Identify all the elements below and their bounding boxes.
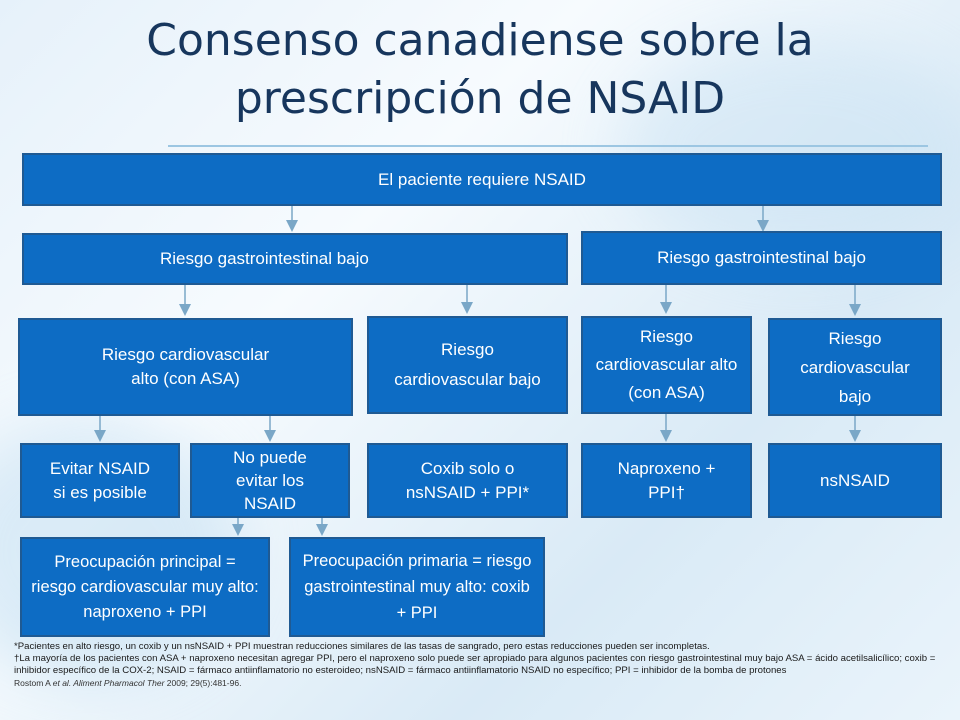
- node-coxib-line1: Coxib solo o: [420, 458, 515, 478]
- citation-authors: Rostom A: [14, 678, 53, 688]
- node-cv-low-right: [768, 318, 942, 416]
- node-coxib-line2: nsNSAID + PPI*: [405, 482, 530, 502]
- citation-reference: 2009; 29(5):481-96.: [164, 678, 242, 688]
- title-line-2: prescripción de NSAID: [234, 73, 726, 124]
- title-divider: [168, 145, 928, 147]
- node-cannot-avoid: [190, 443, 350, 518]
- node-nsnsaid: [768, 443, 942, 518]
- node-root: [22, 153, 942, 206]
- footnote-1: *Pacientes en alto riesgo, un coxib y un nsNSAID + PPI muestran reducciones similares de las tasas de sangrado, pero estas reducciones pueden ser incompletas.: [14, 641, 710, 652]
- node-coxib: [367, 443, 568, 518]
- node-cv-low-left-label: Riesgo cardiovascular bajo: [394, 340, 541, 389]
- node-cv-high-left: [18, 318, 353, 416]
- node-nsnsaid-label: nsNSAID: [820, 470, 890, 490]
- node-gi-risk-right-label: Riesgo gastrointestinal bajo: [657, 248, 866, 267]
- node-avoid-line1: Evitar NSAID: [49, 458, 151, 478]
- node-naproxen-label: Naproxeno + PPI†: [617, 458, 716, 502]
- footnote-2: †La mayoría de los pacientes con ASA + naproxeno necesitan agregar PPI, pero el naproxeno solo puede ser apropiado para algunos pacientes con riesgo gastrointestinal muy bajo ASA = ácido acetilsalicílico; coxib = inhibidor específico de la COX-2; NSAID = fármaco antiinflamatorio no esteroideo; nsNSAID = fármaco antiinflamatorio NSAID no específico; PPI = inhibidor de la bomba de protones: [14, 653, 936, 676]
- node-cv-high-left-line2: alto (con ASA): [131, 369, 240, 388]
- footnotes: [14, 641, 948, 689]
- node-concern-cv-label: Preocupación principal = riesgo cardiovascular muy alto: naproxeno + PPI: [31, 552, 259, 621]
- page-title: [0, 12, 960, 128]
- node-cv-low-left: [367, 316, 568, 414]
- node-cv-high-left-line1: Riesgo cardiovascular: [101, 345, 270, 364]
- node-gi-risk-right: [581, 231, 942, 285]
- node-gi-risk-left-label: Riesgo gastrointestinal bajo: [160, 249, 369, 268]
- node-concern-gastrointestinal: [289, 537, 545, 637]
- node-naproxen: [581, 443, 752, 518]
- node-concern-gi-label: Preocupación primaria = riesgo gastrointestinal muy alto: coxib + PPI: [302, 552, 532, 622]
- node-avoid-line2: si es posible: [53, 482, 147, 502]
- node-avoid-nsaid: [20, 443, 180, 518]
- node-cv-high-right-label: Riesgo cardiovascular alto (con ASA): [595, 327, 738, 402]
- title-line-1: Consenso canadiense sobre la: [146, 15, 814, 66]
- node-cv-high-right: [581, 316, 752, 414]
- citation-journal: et al. Aliment Pharmacol Ther: [52, 678, 165, 688]
- node-cannot-avoid-label: No puede evitar los NSAID: [233, 448, 307, 513]
- node-cv-low-right-label: Riesgo cardiovascular bajo: [800, 328, 910, 406]
- node-root-label: El paciente requiere NSAID: [378, 169, 586, 189]
- node-gi-risk-left: [22, 233, 568, 285]
- citation: [14, 677, 948, 689]
- node-concern-cardiovascular: [20, 537, 270, 637]
